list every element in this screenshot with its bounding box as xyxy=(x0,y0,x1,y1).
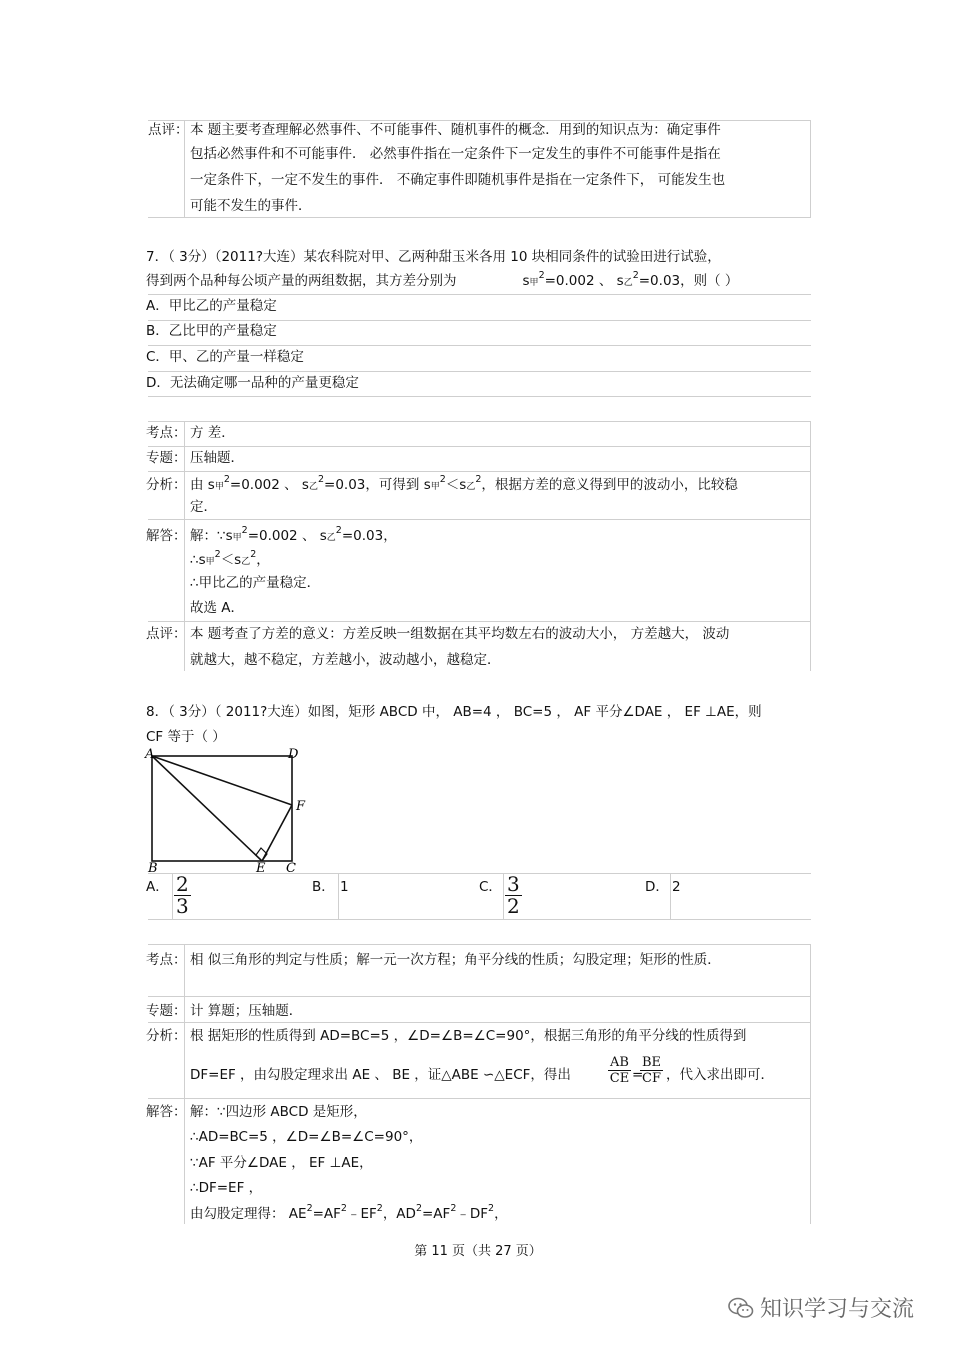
a8-fenxi-line-2-end: ，代入求出即可． xyxy=(666,1067,774,1083)
a7-jieda-line-3: ∴甲比乙的产量稳定． xyxy=(190,575,321,591)
q7-stem-line-2: 得到两个品种每公顷产量的两组数据，其方差分别为 s甲$^2$=0.002 、 s乙$^2$=0.03，则（ ） xyxy=(146,270,739,289)
q8-option-c-fraction: $\frac{3}{2}$ xyxy=(507,872,520,918)
a8-kaodian: 相 似三角形的判定与性质；解一元一次方程；角平分线的性质；勾股定理；矩形的性质． xyxy=(190,952,721,968)
a7-zhuanti: 压轴题． xyxy=(190,450,244,466)
a7-fenxi-label: 分析： xyxy=(146,477,187,493)
q7-option-c: C．甲、乙的产量一样稳定 xyxy=(146,349,304,365)
a7-zhuanti-label: 专题： xyxy=(146,450,187,466)
a8-zhuanti-label: 专题： xyxy=(146,1003,187,1019)
a7-jieda-line-2: ∴s甲$^2$＜s乙$^2$， xyxy=(190,549,270,568)
a7-kaodian-label: 考点： xyxy=(146,425,187,441)
a7-dianping-line-1: 本 题考查了方差的意义：方差反映一组数据在其平均数左右的波动大小， 方差越大， 波动 xyxy=(190,626,730,642)
q8-option-b-value: 1 xyxy=(340,879,349,895)
page-footer: 第 11 页（共 27 页） xyxy=(414,1244,542,1259)
prev-comment-line-3: 一定条件下，一定不发生的事件． 不确定事件即随机事件是指在一定条件下， 可能发生也 xyxy=(190,172,726,188)
label-b: B xyxy=(148,861,158,874)
prev-comment-line-4: 可能不发生的事件． xyxy=(190,198,312,214)
a8-jieda-line-5: 由勾股定理得： $AE^2=AF^2﹣EF^2$，$AD^2=AF^2﹣DF^2$， xyxy=(190,1203,508,1222)
a7-dianping-line-2: 就越大，越不稳定，方差越小，波动越小，越稳定． xyxy=(190,652,501,668)
a8-fenxi-label: 分析： xyxy=(146,1028,187,1044)
label-d: D xyxy=(288,747,299,762)
label-a: A xyxy=(145,747,155,762)
prev-comment-line-1: 本 题主要考查理解必然事件、不可能事件、随机事件的概念．用到的知识点为：确定事件 xyxy=(190,122,721,138)
q7-option-d: D．无法确定哪一品种的产量更稳定 xyxy=(146,375,359,391)
a7-jieda-line-4: 故选 A． xyxy=(190,600,245,616)
q7-stem-line-1: 7．（ 3分）（2011?大连）某农科院对甲、乙两种甜玉米各用 10 块相同条件的试验田进行试验， xyxy=(146,249,721,265)
label-e: E xyxy=(256,861,266,874)
watermark xyxy=(728,1292,914,1323)
segment-ae xyxy=(152,756,262,861)
segment-ef xyxy=(262,805,292,861)
a8-kaodian-label: 考点： xyxy=(146,952,187,968)
a8-jieda-line-1: 解：∵四边形 ABCD 是矩形， xyxy=(190,1104,367,1120)
q8-stem-line-2: CF 等于（ ） xyxy=(146,729,226,745)
a8-fenxi-line-2: DF=EF ，由勾股定理求出 AE 、 BE ，证△ABE ∽△ECF，得出 xyxy=(190,1067,571,1083)
q8-option-d-label: D． xyxy=(645,879,669,895)
wechat-icon xyxy=(728,1297,754,1319)
rectangle-figure xyxy=(140,744,320,874)
watermark-text: 知识学习与交流 xyxy=(760,1297,915,1322)
a7-fenxi-line-1: 由 s甲$^2$=0.002 、 s乙$^2$=0.03，可得到 s甲$^2$＜s乙$^2$，根据方差的意义得到甲的波动小，比较稳 xyxy=(190,474,738,493)
a7-jieda-line-1: 解：∵s甲$^2$=0.002 、 s乙$^2$=0.03， xyxy=(190,525,397,544)
a7-dianping-label: 点评： xyxy=(146,626,187,642)
q8-option-c-label: C． xyxy=(479,879,502,895)
q8-option-a-label: A． xyxy=(146,879,169,895)
a8-fraction-ab-ce: $\frac{AB}{CE}$ xyxy=(609,1055,630,1086)
a8-zhuanti: 计 算题；压轴题． xyxy=(190,1003,303,1019)
q8-option-d-value: 2 xyxy=(672,879,681,895)
a7-fenxi-line-2: 定． xyxy=(190,499,217,515)
label-f: F xyxy=(296,799,306,814)
a8-fenxi-line-1: 根 据矩形的性质得到 AD=BC=5 ，∠D=∠B=∠C=90°，根据三角形的角平分线的性质得到 xyxy=(190,1028,747,1044)
prev-comment-label: 点评： xyxy=(148,122,189,138)
label-c: C xyxy=(286,861,296,874)
q8-option-b-label: B． xyxy=(312,879,335,895)
a7-jieda-label: 解答： xyxy=(146,528,187,544)
prev-comment-line-2: 包括必然事件和不可能事件． 必然事件指在一定条件下一定发生的事件不可能事件是指在 xyxy=(190,146,721,162)
a8-jieda-line-3: ∵AF 平分∠DAE ， EF ⊥AE， xyxy=(190,1155,373,1171)
q7-option-b: B．乙比甲的产量稳定 xyxy=(146,323,277,339)
segment-af xyxy=(152,756,292,805)
a8-fraction-be-cf: $\frac{BE}{CF}$ xyxy=(642,1055,662,1086)
a8-jieda-label: 解答： xyxy=(146,1104,187,1120)
a7-kaodian: 方 差． xyxy=(190,425,235,441)
q7-option-a: A．甲比乙的产量稳定 xyxy=(146,298,277,314)
a8-jieda-line-4: ∴DF=EF ， xyxy=(190,1180,263,1196)
q8-stem-line-1: 8．（ 3分）（ 2011?大连）如图，矩形 ABCD 中， AB=4 ， BC=5 ， AF 平分∠DAE ， EF ⊥AE，则 xyxy=(146,704,762,720)
q8-option-a-fraction: $\frac{2}{3}$ xyxy=(176,872,189,918)
a8-equals: = xyxy=(632,1067,644,1083)
a8-jieda-line-2: ∴AD=BC=5 ，∠D=∠B=∠C=90°， xyxy=(190,1129,423,1145)
